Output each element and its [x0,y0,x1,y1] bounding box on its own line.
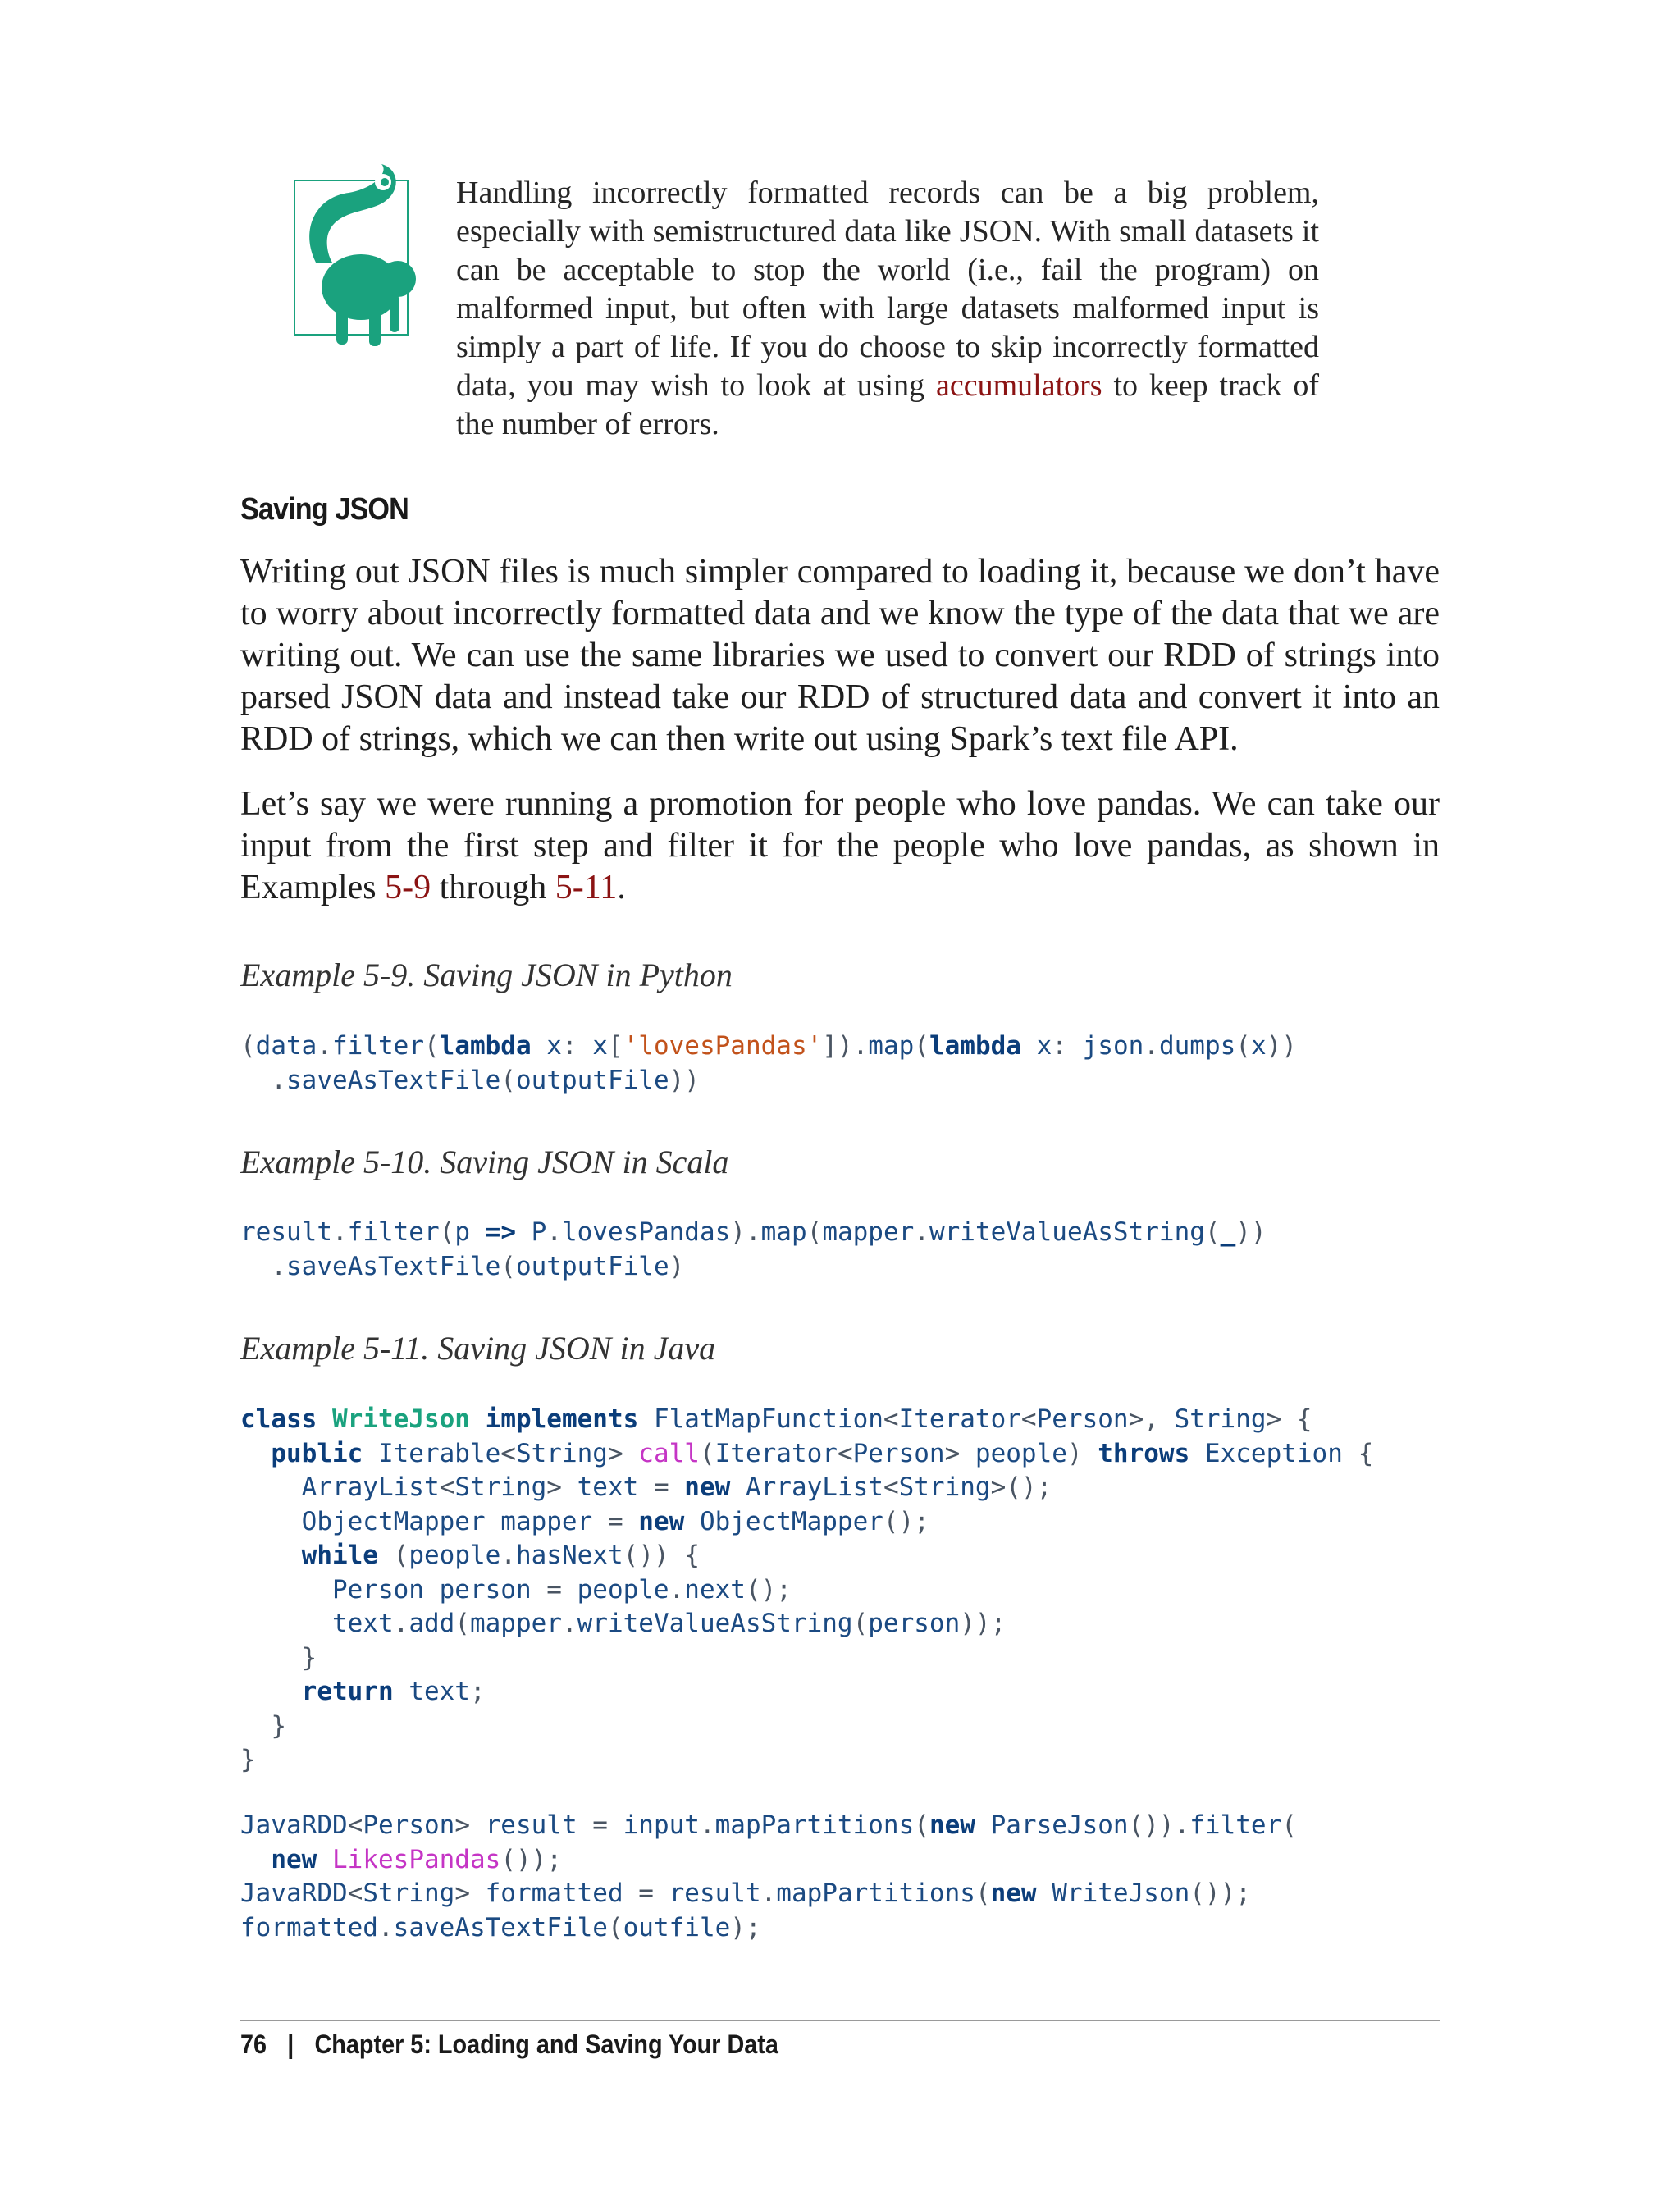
page-footer [240,2029,778,2060]
code-line: ObjectMapper mapper = new ObjectMapper(); [240,1506,929,1536]
code-python [240,1029,1297,1098]
code-line: return text; [301,1677,486,1706]
example-5-9-link[interactable]: 5-9 [385,869,431,906]
code-java-usage [240,1809,1297,1945]
code-scala [240,1216,1267,1284]
page-number: 76 [240,2029,267,2059]
note-text [456,174,1319,444]
code-line: .saveAsTextFile(outputFile)) [271,1065,700,1095]
example-5-10-caption: Example 5-10. Saving JSON in Scala [240,1144,729,1180]
example-5-11-link[interactable]: 5-11 [555,869,618,906]
code-line: while (people.hasNext()) { [301,1541,700,1570]
footer-rule [240,2020,1440,2021]
code-line: JavaRDD<String> formatted = result.mapPartitions(new WriteJson()); [240,1879,1251,1908]
code-line: new LikesPandas()); [271,1844,562,1874]
code-line: Person person = people.next(); [240,1574,792,1605]
paragraph-2-end: . [617,869,626,906]
code-line: class WriteJson implements FlatMapFunction<Iterator<Person>, String> { [240,1404,1312,1434]
code-line: .saveAsTextFile(outputFile) [271,1251,685,1281]
lemur-icon [291,164,422,353]
code-line: public Iterable<String> call(Iterator<Person> people) throws Exception { [271,1438,1374,1468]
code-line: result.filter(p => P.lovesPandas).map(mapper.writeValueAsString(_)) [240,1217,1267,1247]
code-line: formatted.saveAsTextFile(outfile); [240,1912,761,1942]
footer-separator: | [287,2029,294,2059]
code-line: } [301,1642,317,1673]
code-line: JavaRDD<Person> result = input.mapPartitions(new ParseJson()).filter( [240,1810,1297,1840]
chapter-title: Chapter 5: Loading and Saving Your Data [314,2029,778,2059]
paragraph-2 [240,783,1440,909]
code-line: ArrayList<String> text = new ArrayList<String>(); [240,1472,1052,1502]
code-line: text.add(mapper.writeValueAsString(person)); [240,1609,1007,1638]
code-java-class [240,1403,1373,1778]
paragraph-2-text: Let’s say we were running a promotion for people who love pandas. We can take our input from the first step and filter it for the people who love pandas, as shown in Examples [240,785,1440,906]
example-5-11-caption: Example 5-11. Saving JSON in Java [240,1330,716,1367]
paragraph-2-mid: through [431,869,555,906]
accumulators-link[interactable]: accumulators [935,368,1102,403]
note-text-before: Handling incorrectly formatted records can be a big problem, especially with semistructured data like JSON. With small datasets it can be acceptable to stop the world (i.e., fail the program) on malformed input, but often with large datasets malformed input is simply a part of life. If you do choose to skip incorrectly formatted data, you may wish to look at using [456,176,1319,403]
code-line: } [271,1710,286,1741]
note-text-after: to keep track of the number of errors. [456,368,1320,441]
example-5-9-caption: Example 5-9. Saving JSON in Python [240,956,733,993]
section-heading: Saving JSON [240,492,409,527]
code-line: (data.filter(lambda x: x['lovesPandas']).map(lambda x: json.dumps(x)) [240,1031,1297,1061]
code-line: } [240,1745,256,1774]
paragraph-1: Writing out JSON files is much simpler compared to loading it, because we don’t have to worry about incorrectly formatted data and we know the type of the data that we are writing out. We can use the same libraries we used to convert our RDD of strings into parsed JSON data and instead take our RDD of structured data and convert it into an RDD of strings, which we can then write out using Spark’s text file API. [240,553,1440,758]
